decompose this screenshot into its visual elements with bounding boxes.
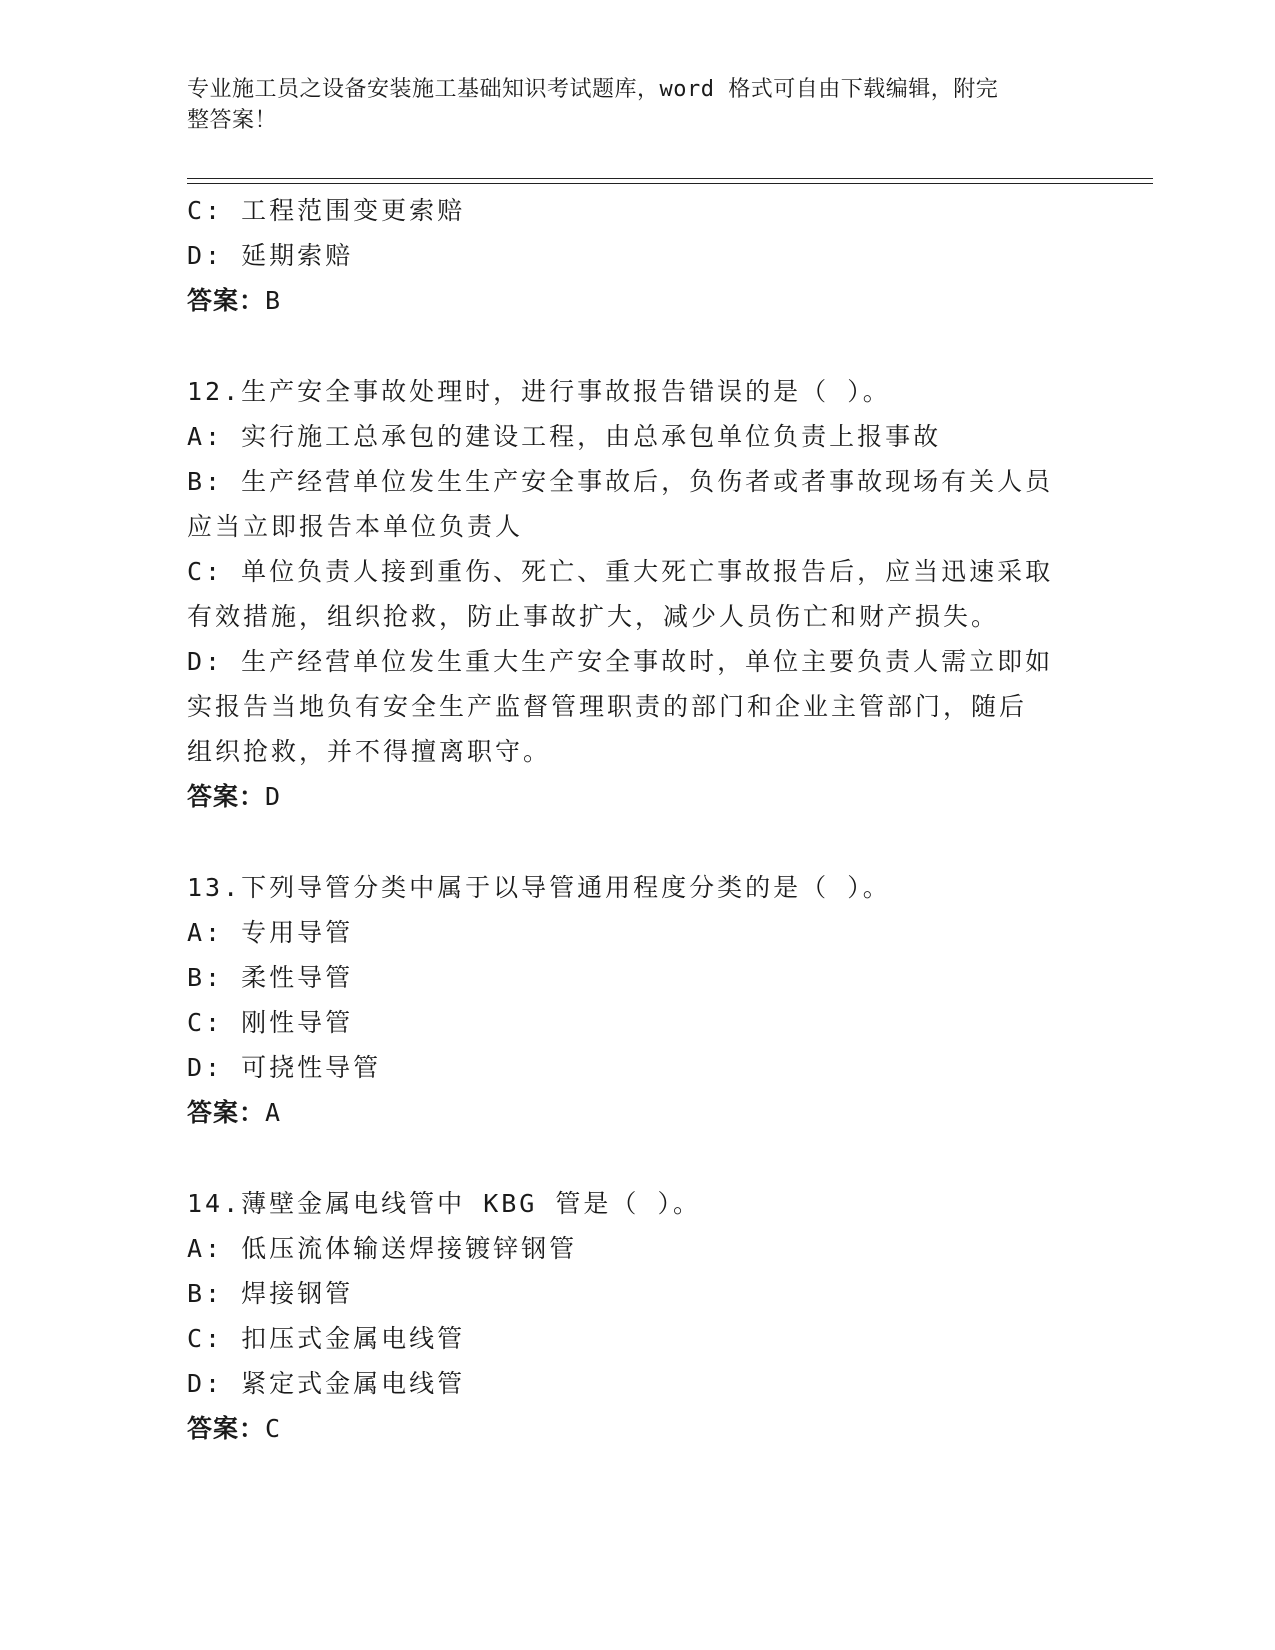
question-previous — [187, 188, 1087, 324]
option-d-continued-2: 组织抢救，并不得擅离职守。 — [187, 737, 552, 766]
answer-line — [187, 1090, 1087, 1136]
option-b: B: 焊接钢管 — [187, 1279, 354, 1308]
option-d-continued: 实报告当地负有安全生产监督管理职责的部门和企业主管部门，随后 — [187, 692, 1028, 721]
option-a: A: 实行施工总承包的建设工程，由总承包单位负责上报事故 — [187, 422, 942, 451]
option-c: C: 单位负责人接到重伤、死亡、重大死亡事故报告后，应当迅速采取 — [187, 557, 1054, 586]
spacer — [187, 1136, 1087, 1181]
answer-line — [187, 774, 1087, 820]
document-body — [187, 188, 1087, 1452]
spacer — [187, 820, 1087, 865]
question-14 — [187, 1181, 1087, 1452]
question-stem: 13.下列导管分类中属于以导管通用程度分类的是（ ）。 — [187, 873, 891, 902]
question-13 — [187, 865, 1087, 1136]
option-d: D: 紧定式金属电线管 — [187, 1369, 466, 1398]
option-c: C: 工程范围变更索赔 — [187, 196, 466, 225]
option-d: D: 生产经营单位发生重大生产安全事故时，单位主要负责人需立即如 — [187, 647, 1054, 676]
spacer — [187, 324, 1087, 369]
option-c-continued: 有效措施，组织抢救，防止事故扩大，减少人员伤亡和财产损失。 — [187, 602, 1000, 631]
option-d: D: 延期索赔 — [187, 241, 354, 270]
document-header — [187, 74, 1067, 136]
answer-label: 答案： — [187, 1098, 266, 1127]
option-c: C: 扣压式金属电线管 — [187, 1324, 466, 1353]
header-line-1: 专业施工员之设备安装施工基础知识考试题库，word 格式可自由下载编辑，附完 — [187, 77, 999, 102]
answer-label: 答案： — [187, 782, 266, 811]
answer-value: D — [265, 782, 284, 811]
option-b-continued: 应当立即报告本单位负责人 — [187, 512, 524, 541]
answer-value: C — [265, 1414, 284, 1443]
header-divider-top — [187, 178, 1153, 179]
question-12 — [187, 369, 1087, 820]
option-c: C: 刚性导管 — [187, 1008, 354, 1037]
answer-value: A — [265, 1098, 284, 1127]
option-b: B: 柔性导管 — [187, 963, 354, 992]
option-d: D: 可挠性导管 — [187, 1053, 382, 1082]
option-b: B: 生产经营单位发生生产安全事故后，负伤者或者事故现场有关人员 — [187, 467, 1054, 496]
question-stem: 14.薄壁金属电线管中 KBG 管是（ ）。 — [187, 1189, 701, 1218]
answer-line — [187, 278, 1087, 324]
answer-value: B — [265, 286, 284, 315]
header-divider-bottom — [187, 183, 1153, 184]
option-a: A: 低压流体输送焊接镀锌钢管 — [187, 1234, 578, 1263]
option-a: A: 专用导管 — [187, 918, 354, 947]
answer-label: 答案： — [187, 1414, 266, 1443]
answer-label: 答案： — [187, 286, 266, 315]
answer-line — [187, 1406, 1087, 1452]
header-line-2: 整答案！ — [187, 108, 278, 133]
question-stem: 12.生产安全事故处理时，进行事故报告错误的是（ ）。 — [187, 377, 891, 406]
